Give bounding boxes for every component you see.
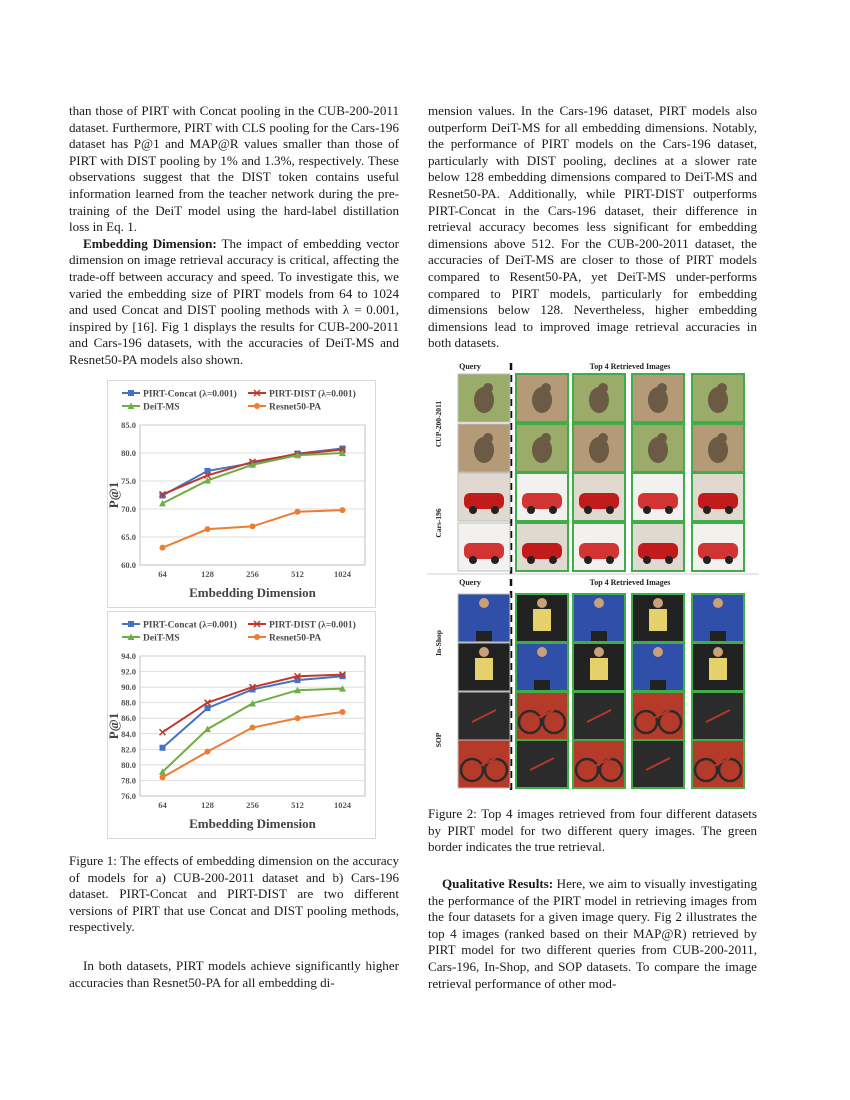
x-axis-label: Embedding Dimension bbox=[189, 816, 316, 831]
series-pirt-concat bbox=[160, 673, 346, 751]
retrieved-image bbox=[573, 523, 625, 571]
x-tick-label: 64 bbox=[158, 800, 167, 810]
person-top bbox=[533, 609, 551, 631]
retrieved-image bbox=[573, 740, 625, 788]
car-body bbox=[522, 543, 562, 559]
series-resnet50-pa bbox=[160, 507, 346, 551]
car-body bbox=[464, 493, 504, 509]
paragraph-body: Here, we aim to visually investigating the performance of the PIRT model in retrieving images from the four datasets for a given image query. Fig 2 illustrates the top 4 images (ranked based on their MAP@R) retrieved by PIRT model for two different queries from CUB-200-2011, Cars-196, In-Shop, and SOP datasets. To compare the image retrieval performance of other mod- bbox=[428, 876, 757, 991]
person-bottom bbox=[710, 631, 726, 641]
x-tick-label: 1024 bbox=[334, 800, 351, 810]
retrieved-image bbox=[692, 523, 744, 571]
y-tick-label: 85.0 bbox=[121, 420, 136, 430]
query-image bbox=[458, 740, 510, 788]
person-head bbox=[479, 647, 489, 657]
bird-head bbox=[541, 383, 551, 393]
right-column-bottom bbox=[428, 876, 757, 992]
legend-label: DeiT-MS bbox=[143, 402, 180, 413]
car-body bbox=[522, 493, 562, 509]
retrieved-image bbox=[692, 473, 744, 521]
row-label: Cars-196 bbox=[434, 508, 443, 538]
marker-circle bbox=[205, 749, 211, 755]
retrieved-image bbox=[516, 473, 568, 521]
top4-header: Top 4 Retrieved Images bbox=[589, 362, 671, 371]
retrieved-image bbox=[516, 374, 568, 422]
y-tick-label: 70.0 bbox=[121, 504, 136, 514]
bird-head bbox=[483, 433, 493, 443]
retrieved-image bbox=[573, 692, 625, 740]
legend-label: PIRT-Concat (λ=0.001) bbox=[143, 389, 237, 400]
query-image bbox=[458, 424, 510, 472]
paragraph: mension values. In the Cars-196 dataset, PIRT models also outperform DeiT-MS for all embedding dimensions. Notably, the performance of PIRT models on the Cars-196 dataset, particularly with DIST pooling, declines at a slower rate below 128 embedding dimensions compared to DeiT-MS and Resnet50-PA. Additionally, while PIRT-DIST outperforms PIRT-Concat in the Cars-196 dataset, their difference in retrieval accuracy becomes less significant for embedding dimensions above 512. For the CUB-200-2011 dataset, the accuracies of DeiT-MS are closer to those of PIRT models compared to Resent50-PA, yet DeiT-MS under-performs compared to PIRT models, particularly for embedding dimensions below 128. Nevertheless, higher embedding dimensions lead to improved image retrieval accuracies in both datasets. bbox=[428, 103, 757, 351]
car-wheel bbox=[469, 556, 477, 564]
marker-circle bbox=[340, 507, 346, 513]
y-tick-label: 86.0 bbox=[121, 713, 136, 724]
retrieved-image bbox=[632, 523, 684, 571]
retrieved-image bbox=[692, 424, 744, 472]
query-header: Query bbox=[459, 362, 481, 371]
bird-head bbox=[598, 433, 608, 443]
car-wheel bbox=[584, 506, 592, 514]
person-head bbox=[537, 598, 547, 608]
person-head bbox=[537, 647, 547, 657]
retrieved-image bbox=[516, 594, 568, 642]
person-bottom bbox=[534, 631, 550, 641]
retrieved-image bbox=[692, 374, 744, 422]
retrieved-image bbox=[516, 692, 568, 740]
figure-1-caption: Figure 1: The effects of embedding dimension on the accuracy of models for a) CUB-200-2011 dataset and b) Cars-196 dataset. PIRT-Concat and PIRT-DIST are two different versions of PIRT that use Concat and DIST pooling methods, respectively. bbox=[69, 853, 399, 935]
retrieved-image bbox=[692, 740, 744, 788]
left-column-bottom bbox=[69, 958, 399, 991]
x-tick-label: 128 bbox=[201, 569, 214, 579]
x-tick-label: 512 bbox=[291, 800, 304, 810]
row-label: SOP bbox=[434, 732, 443, 748]
car-body bbox=[698, 543, 738, 559]
legend-label: PIRT-DIST (λ=0.001) bbox=[269, 620, 356, 631]
retrieved-image bbox=[573, 473, 625, 521]
legend-label: PIRT-Concat (λ=0.001) bbox=[143, 620, 237, 631]
car-wheel bbox=[643, 506, 651, 514]
bird-head bbox=[717, 383, 727, 393]
person-head bbox=[594, 647, 604, 657]
retrieved-image bbox=[516, 424, 568, 472]
y-tick-label: 88.0 bbox=[121, 697, 136, 708]
car-wheel bbox=[606, 506, 614, 514]
bird-head bbox=[717, 433, 727, 443]
y-tick-label: 92.0 bbox=[121, 666, 136, 677]
person-bottom bbox=[650, 680, 666, 690]
car-wheel bbox=[549, 506, 557, 514]
paragraph bbox=[428, 876, 757, 992]
marker-circle bbox=[340, 709, 346, 715]
legend-label: Resnet50-PA bbox=[269, 402, 322, 413]
top4-header: Top 4 Retrieved Images bbox=[589, 578, 671, 587]
person-top bbox=[590, 658, 608, 680]
series-deit-ms bbox=[159, 450, 346, 507]
query-header: Query bbox=[459, 578, 481, 587]
paragraph bbox=[69, 236, 399, 369]
x-tick-label: 64 bbox=[158, 569, 167, 579]
person-head bbox=[713, 598, 723, 608]
car-wheel bbox=[606, 556, 614, 564]
person-head bbox=[713, 647, 723, 657]
retrieved-image bbox=[632, 424, 684, 472]
marker-square bbox=[128, 621, 134, 627]
car-wheel bbox=[527, 556, 535, 564]
x-axis-label: Embedding Dimension bbox=[189, 585, 316, 600]
car-wheel bbox=[665, 506, 673, 514]
chart-cub-svg bbox=[108, 381, 375, 607]
legend-label: PIRT-DIST (λ=0.001) bbox=[269, 389, 356, 400]
y-tick-label: 82.0 bbox=[121, 744, 136, 755]
marker-square bbox=[205, 705, 211, 711]
y-tick-label: 60.0 bbox=[121, 560, 136, 570]
car-body bbox=[638, 543, 678, 559]
retrieved-image bbox=[516, 740, 568, 788]
car-wheel bbox=[527, 506, 535, 514]
retrieved-image bbox=[632, 473, 684, 521]
person-bottom bbox=[710, 680, 726, 690]
x-tick-label: 1024 bbox=[334, 569, 351, 579]
person-top bbox=[533, 658, 551, 680]
person-top bbox=[709, 609, 727, 631]
person-top bbox=[475, 658, 493, 680]
retrieved-image bbox=[516, 643, 568, 691]
query-image bbox=[458, 594, 510, 642]
query-image bbox=[458, 643, 510, 691]
marker-circle bbox=[254, 403, 260, 409]
marker-circle bbox=[295, 509, 301, 515]
car-wheel bbox=[665, 556, 673, 564]
query-image bbox=[458, 692, 510, 740]
y-tick-label: 80.0 bbox=[121, 759, 136, 770]
paragraph-lead: Embedding Dimension: bbox=[83, 235, 217, 251]
person-top bbox=[590, 609, 608, 631]
chart-cars bbox=[107, 611, 376, 839]
car-body bbox=[579, 493, 619, 509]
person-top bbox=[475, 609, 493, 631]
person-head bbox=[653, 598, 663, 608]
y-tick-label: 90.0 bbox=[121, 682, 136, 693]
marker-circle bbox=[250, 725, 256, 731]
person-head bbox=[479, 598, 489, 608]
paragraph: than those of PIRT with Concat pooling in the CUB-200-2011 dataset. Furthermore, PIRT with CLS pooling for the Cars-196 dataset has P@1 and MAP@R values smaller than those of PIRT with DIST pooling by 1% and 1.3%, respectively. These observations suggest that the DIST token contains useful information learned from the teacher network during the pre-training of the DeiT model using the hard-label distillation loss in Eq. 1. bbox=[69, 103, 399, 235]
series-resnet50-pa bbox=[160, 709, 346, 780]
x-tick-label: 128 bbox=[201, 800, 214, 810]
marker-circle bbox=[160, 774, 166, 780]
person-top bbox=[649, 658, 667, 680]
retrieved-image bbox=[632, 692, 684, 740]
legend-label: Resnet50-PA bbox=[269, 633, 322, 644]
series-line bbox=[163, 450, 343, 495]
car-wheel bbox=[703, 556, 711, 564]
y-tick-label: 75.0 bbox=[121, 476, 136, 486]
person-head bbox=[594, 598, 604, 608]
y-tick-label: 65.0 bbox=[121, 532, 136, 542]
query-image bbox=[458, 523, 510, 571]
figure-2-caption: Figure 2: Top 4 images retrieved from four different datasets by PIRT model for two different query images. The green border indicates the true retrieval. bbox=[428, 806, 757, 855]
car-body bbox=[638, 493, 678, 509]
marker-square bbox=[128, 390, 134, 396]
row-label: In-Shop bbox=[434, 630, 443, 656]
query-image bbox=[458, 473, 510, 521]
car-wheel bbox=[725, 506, 733, 514]
figure-2 bbox=[427, 359, 759, 797]
retrieved-image bbox=[692, 594, 744, 642]
x-tick-label: 256 bbox=[246, 569, 259, 579]
person-bottom bbox=[591, 680, 607, 690]
y-tick-label: 76.0 bbox=[121, 791, 136, 801]
x-tick-label: 256 bbox=[246, 800, 259, 810]
retrieved-image bbox=[573, 424, 625, 472]
car-body bbox=[464, 543, 504, 559]
left-column-top bbox=[69, 103, 399, 369]
bird-head bbox=[598, 383, 608, 393]
paragraph-body: The impact of embedding vector dimension on image retrieval accuracy is critical, affecting the trade-off between accuracy and speed. To investigate this, we varied the embedding size of PIRT models from 64 to 1024 and used Concat and DIST pooling methods with λ = 0.001, inspired by [16]. Fig 1 displays the results for CUB-200-2011 and Cars-196 datasets, with the accuracies of DeiT-MS and Resnet50-PA models also shown. bbox=[69, 235, 400, 367]
car-wheel bbox=[725, 556, 733, 564]
marker-circle bbox=[295, 715, 301, 721]
person-head bbox=[653, 647, 663, 657]
marker-circle bbox=[160, 545, 166, 551]
marker-square bbox=[160, 745, 166, 751]
marker-circle bbox=[254, 634, 260, 640]
legend-label: DeiT-MS bbox=[143, 633, 180, 644]
car-wheel bbox=[643, 556, 651, 564]
retrieved-image bbox=[573, 643, 625, 691]
figure-2-grid bbox=[427, 359, 759, 797]
chart-cub bbox=[107, 380, 376, 608]
retrieved-image bbox=[632, 643, 684, 691]
car-wheel bbox=[549, 556, 557, 564]
x-tick-label: 512 bbox=[291, 569, 304, 579]
bird-head bbox=[541, 433, 551, 443]
retrieved-image bbox=[632, 374, 684, 422]
chart-cars-svg bbox=[108, 612, 375, 838]
car-wheel bbox=[469, 506, 477, 514]
marker-circle bbox=[250, 523, 256, 529]
retrieved-image bbox=[632, 740, 684, 788]
retrieved-image bbox=[573, 594, 625, 642]
paragraph-lead: Qualitative Results: bbox=[442, 876, 554, 891]
retrieved-image bbox=[516, 523, 568, 571]
y-tick-label: 84.0 bbox=[121, 728, 136, 739]
y-tick-label: 94.0 bbox=[121, 651, 136, 661]
retrieved-image bbox=[692, 692, 744, 740]
person-bottom bbox=[591, 631, 607, 641]
right-column-top bbox=[428, 103, 757, 352]
person-bottom bbox=[534, 680, 550, 690]
car-wheel bbox=[491, 556, 499, 564]
person-top bbox=[649, 609, 667, 631]
bird-head bbox=[657, 433, 667, 443]
marker-circle bbox=[205, 526, 211, 532]
car-wheel bbox=[584, 556, 592, 564]
retrieved-image bbox=[632, 594, 684, 642]
series-line bbox=[163, 712, 343, 777]
row-label: CUP-200-2011 bbox=[434, 400, 443, 448]
car-wheel bbox=[491, 506, 499, 514]
paragraph: In both datasets, PIRT models achieve significantly higher accuracies than Resnet50-PA for all embedding di- bbox=[69, 958, 399, 990]
person-top bbox=[709, 658, 727, 680]
y-tick-label: 78.0 bbox=[121, 775, 136, 786]
bird-head bbox=[657, 383, 667, 393]
y-tick-label: 80.0 bbox=[121, 448, 136, 458]
car-wheel bbox=[703, 506, 711, 514]
car-body bbox=[698, 493, 738, 509]
retrieved-image bbox=[692, 643, 744, 691]
y-axis-label: P@1 bbox=[106, 481, 121, 509]
query-image bbox=[458, 374, 510, 422]
person-bottom bbox=[476, 680, 492, 690]
bird-head bbox=[483, 383, 493, 393]
retrieved-image bbox=[573, 374, 625, 422]
person-bottom bbox=[476, 631, 492, 641]
car-body bbox=[579, 543, 619, 559]
y-axis-label: P@1 bbox=[106, 712, 121, 740]
person-bottom bbox=[650, 631, 666, 641]
